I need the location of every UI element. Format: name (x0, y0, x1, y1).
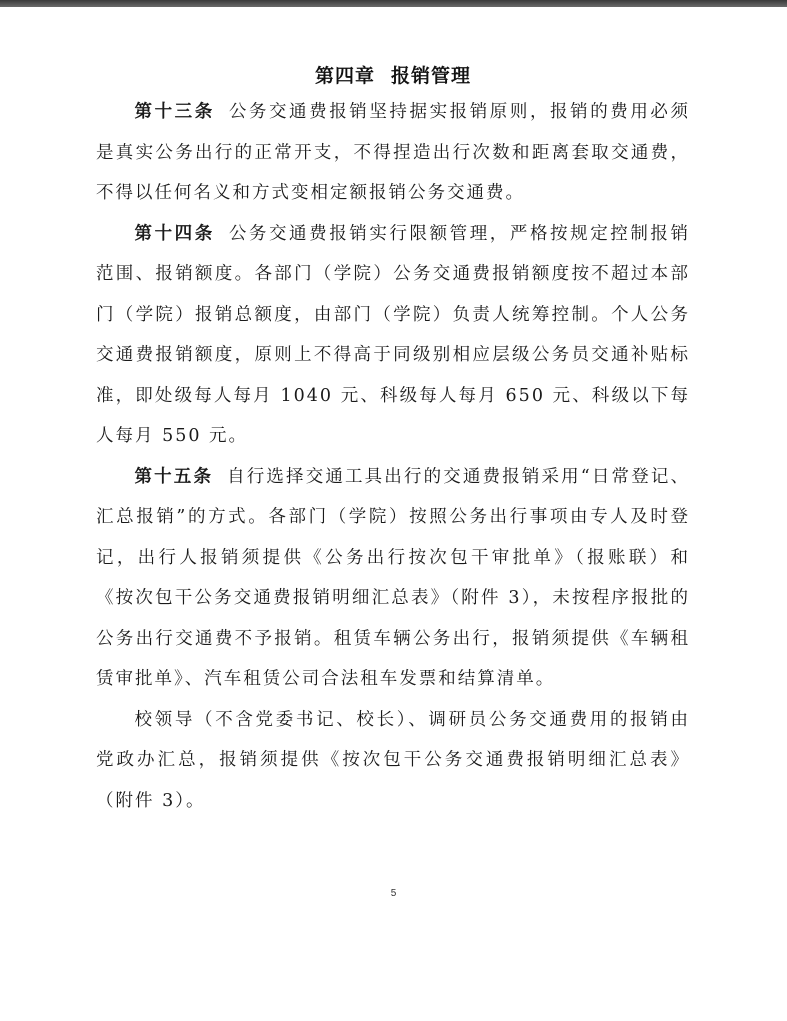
article-13 (96, 92, 690, 214)
article-14-label: 第十四条 (134, 223, 215, 244)
article-13-label: 第十三条 (134, 102, 215, 122)
chapter-name: 报销管理 (391, 65, 472, 87)
chapter-title (96, 60, 690, 92)
page-number: 5 (390, 888, 397, 899)
article-15 (96, 457, 690, 700)
article-15-text: 自行选择交通工具出行的交通费报销采用“日常登记、汇总报销”的方式。各部门（学院）按照公务出行事项由专人及时登记，出行人报销须提供《公务出行按次包干审批单》（报账联）和《按次包干公务交通费报销明细汇总表》（附件 3），未按程序报批的公务出行交通费不予报销。租赁车辆公务出行，报销须提供《车辆租赁审批单》、汽车租赁公司合法租车发票和结算清单。 (96, 466, 691, 689)
article-14-text: 公务交通费报销实行限额管理，严格按规定控制报销范围、报销额度。各部门（学院）公务交通费报销额度按不超过本部门（学院）报销总额度，由部门（学院）负责人统筹控制。个人公务交通费报销额度，原则上不得高于同级别相应层级公务员交通补贴标准，即处级每人每月 1040 元、科级每人每月 650 元、科级以下每人每月 550 元。 (96, 223, 691, 446)
article-15-label: 第十五条 (134, 466, 214, 487)
chapter-number: 第四章 (314, 65, 375, 87)
viewer-top-bar (0, 0, 787, 7)
document-page (96, 60, 690, 821)
article-14 (96, 214, 690, 457)
closing-paragraph: 校领导（不含党委书记、校长）、调研员公务交通费用的报销由党政办汇总，报销须提供《按次包干公务交通费报销明细汇总表》（附件 3）。 (96, 709, 690, 811)
article-13-text: 公务交通费报销坚持据实报销原则，报销的费用必须是真实公务出行的正常开支，不得捏造出行次数和距离套取交通费，不得以任何名义和方式变相定额报销公务交通费。 (96, 102, 691, 203)
